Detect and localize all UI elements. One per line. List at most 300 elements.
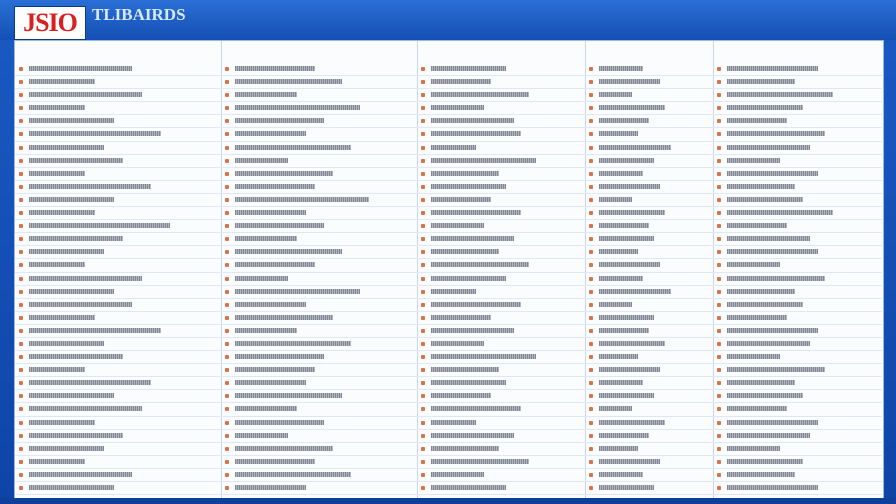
list-item	[585, 430, 713, 443]
bullet-icon	[717, 381, 721, 385]
illegible-text	[599, 406, 632, 411]
bullet-icon	[589, 159, 593, 163]
illegible-text	[431, 276, 506, 281]
bullet-icon	[421, 250, 425, 254]
illegible-text	[431, 341, 484, 346]
illegible-text	[599, 262, 660, 267]
bullet-icon	[19, 263, 23, 267]
illegible-text	[431, 367, 499, 372]
list-item	[713, 102, 882, 115]
list-item	[713, 128, 882, 141]
illegible-text	[29, 92, 142, 97]
bullet-icon	[225, 381, 229, 385]
illegible-text	[235, 354, 324, 359]
bullet-icon	[717, 211, 721, 215]
bullet-icon	[421, 473, 425, 477]
illegible-text	[431, 354, 536, 359]
bullet-icon	[717, 460, 721, 464]
illegible-text	[29, 276, 142, 281]
illegible-text	[727, 92, 833, 97]
illegible-text	[29, 131, 161, 136]
list-item	[585, 364, 713, 377]
list-item	[713, 403, 882, 416]
illegible-text	[431, 433, 514, 438]
row-list	[585, 63, 713, 499]
illegible-text	[599, 459, 660, 464]
illegible-text	[235, 79, 342, 84]
illegible-text	[727, 380, 795, 385]
list-item	[417, 128, 585, 141]
bullet-icon	[225, 93, 229, 97]
list-item	[417, 168, 585, 181]
list-item	[417, 63, 585, 76]
bullet-icon	[19, 185, 23, 189]
list-item	[417, 312, 585, 325]
list-item	[15, 207, 221, 220]
illegible-text	[29, 79, 95, 84]
illegible-text	[599, 171, 643, 176]
list-item	[15, 403, 221, 416]
bullet-icon	[421, 460, 425, 464]
list-item	[221, 351, 417, 364]
footer-strip	[0, 498, 896, 504]
list-item	[221, 207, 417, 220]
illegible-text	[235, 459, 315, 464]
list-item	[15, 286, 221, 299]
bullet-icon	[225, 211, 229, 215]
illegible-text	[235, 118, 324, 123]
list-item	[713, 246, 882, 259]
illegible-text	[599, 249, 638, 254]
list-item	[15, 351, 221, 364]
list-item	[417, 299, 585, 312]
list-item	[15, 482, 221, 495]
list-item	[713, 220, 882, 233]
bullet-icon	[225, 316, 229, 320]
illegible-text	[29, 380, 151, 385]
illegible-text	[29, 223, 170, 228]
bullet-icon	[717, 473, 721, 477]
bullet-icon	[589, 434, 593, 438]
bullet-icon	[225, 303, 229, 307]
illegible-text	[727, 262, 780, 267]
bullet-icon	[589, 290, 593, 294]
bullet-icon	[717, 368, 721, 372]
illegible-text	[727, 276, 825, 281]
list-item	[15, 233, 221, 246]
bullet-icon	[19, 394, 23, 398]
illegible-text	[727, 406, 787, 411]
list-item	[713, 377, 882, 390]
bullet-icon	[225, 407, 229, 411]
column-heading	[589, 45, 709, 55]
illegible-text	[29, 393, 114, 398]
illegible-text	[235, 341, 351, 346]
bullet-icon	[225, 172, 229, 176]
illegible-text	[29, 184, 151, 189]
illegible-text	[727, 158, 780, 163]
illegible-text	[29, 145, 104, 150]
illegible-text	[599, 131, 638, 136]
list-item	[417, 155, 585, 168]
list-item	[417, 259, 585, 272]
bullet-icon	[421, 237, 425, 241]
bullet-icon	[225, 198, 229, 202]
list-item	[15, 220, 221, 233]
list-item	[713, 168, 882, 181]
list-item	[221, 469, 417, 482]
list-item	[221, 168, 417, 181]
illegible-text	[235, 393, 342, 398]
bullet-icon	[421, 198, 425, 202]
list-item	[713, 299, 882, 312]
bullet-icon	[19, 80, 23, 84]
column-heading	[421, 45, 581, 55]
bullet-icon	[19, 316, 23, 320]
list-item	[221, 377, 417, 390]
bullet-icon	[717, 224, 721, 228]
bullet-icon	[717, 303, 721, 307]
list-item	[221, 115, 417, 128]
bullet-icon	[717, 342, 721, 346]
list-item	[585, 115, 713, 128]
list-item	[585, 482, 713, 495]
bullet-icon	[225, 185, 229, 189]
list-item	[417, 142, 585, 155]
list-item	[417, 273, 585, 286]
list-item	[221, 312, 417, 325]
list-item	[585, 233, 713, 246]
list-item	[713, 233, 882, 246]
illegible-text	[29, 459, 85, 464]
bullet-icon	[589, 486, 593, 490]
bullet-icon	[589, 224, 593, 228]
list-item	[15, 377, 221, 390]
list-item	[417, 207, 585, 220]
illegible-text	[29, 66, 132, 71]
illegible-text	[727, 249, 818, 254]
list-item	[417, 76, 585, 89]
bullet-icon	[421, 185, 425, 189]
list-item	[417, 364, 585, 377]
list-item	[221, 443, 417, 456]
bullet-icon	[421, 394, 425, 398]
illegible-text	[431, 171, 499, 176]
bullet-icon	[421, 421, 425, 425]
list-item	[417, 417, 585, 430]
illegible-text	[727, 367, 825, 372]
list-item	[713, 430, 882, 443]
list-item	[585, 194, 713, 207]
list-item	[713, 89, 882, 102]
bullet-icon	[225, 146, 229, 150]
bullet-icon	[225, 277, 229, 281]
illegible-text	[29, 315, 95, 320]
bullet-icon	[717, 67, 721, 71]
illegible-text	[727, 393, 803, 398]
bullet-icon	[225, 355, 229, 359]
list-item	[417, 469, 585, 482]
illegible-text	[235, 406, 297, 411]
bullet-icon	[19, 277, 23, 281]
illegible-text	[599, 236, 654, 241]
bullet-icon	[225, 368, 229, 372]
bullet-icon	[589, 277, 593, 281]
illegible-text	[599, 446, 638, 451]
illegible-text	[727, 420, 818, 425]
list-item	[713, 325, 882, 338]
illegible-text	[29, 367, 85, 372]
illegible-text	[29, 433, 123, 438]
bullet-icon	[589, 316, 593, 320]
bullet-icon	[225, 263, 229, 267]
list-item	[15, 299, 221, 312]
column-1	[15, 41, 222, 499]
illegible-text	[599, 158, 654, 163]
illegible-text	[727, 302, 803, 307]
bullet-icon	[421, 277, 425, 281]
illegible-text	[235, 315, 333, 320]
brand-logo: JSIO	[14, 6, 86, 40]
list-item	[417, 338, 585, 351]
illegible-text	[431, 184, 506, 189]
bullet-icon	[421, 159, 425, 163]
list-item	[713, 364, 882, 377]
bullet-icon	[717, 172, 721, 176]
column-5	[713, 41, 882, 499]
list-item	[417, 89, 585, 102]
illegible-text	[599, 66, 643, 71]
bullet-icon	[589, 460, 593, 464]
list-item	[417, 390, 585, 403]
list-item	[15, 181, 221, 194]
bullet-icon	[589, 303, 593, 307]
bullet-icon	[589, 198, 593, 202]
bullet-icon	[225, 421, 229, 425]
bullet-icon	[19, 447, 23, 451]
illegible-text	[431, 105, 484, 110]
illegible-text	[29, 406, 142, 411]
row-list	[15, 63, 221, 499]
illegible-text	[29, 197, 114, 202]
list-item	[585, 142, 713, 155]
illegible-text	[599, 341, 665, 346]
bullet-icon	[225, 342, 229, 346]
list-item	[417, 377, 585, 390]
list-item	[713, 286, 882, 299]
illegible-text	[235, 92, 297, 97]
illegible-text	[431, 223, 484, 228]
illegible-text	[431, 446, 499, 451]
list-item	[713, 443, 882, 456]
list-item	[713, 312, 882, 325]
row-list	[713, 63, 882, 499]
bullet-icon	[717, 198, 721, 202]
bullet-icon	[589, 381, 593, 385]
bullet-icon	[19, 159, 23, 163]
list-item	[15, 194, 221, 207]
list-item	[417, 430, 585, 443]
list-item	[417, 246, 585, 259]
list-item	[221, 128, 417, 141]
bullet-icon	[421, 224, 425, 228]
bullet-icon	[19, 486, 23, 490]
list-item	[713, 207, 882, 220]
illegible-text	[431, 92, 529, 97]
illegible-text	[599, 197, 632, 202]
list-item	[713, 338, 882, 351]
bullet-icon	[717, 434, 721, 438]
bullet-icon	[19, 119, 23, 123]
illegible-text	[727, 341, 810, 346]
illegible-text	[235, 145, 351, 150]
bullet-icon	[589, 355, 593, 359]
bullet-icon	[589, 342, 593, 346]
illegible-text	[727, 328, 818, 333]
list-item	[15, 76, 221, 89]
bullet-icon	[19, 303, 23, 307]
illegible-text	[599, 393, 654, 398]
list-item	[713, 63, 882, 76]
list-item	[585, 155, 713, 168]
illegible-text	[235, 485, 306, 490]
list-item	[585, 377, 713, 390]
list-item	[15, 89, 221, 102]
list-item	[585, 443, 713, 456]
bullet-icon	[589, 211, 593, 215]
bullet-icon	[421, 211, 425, 215]
list-item	[585, 63, 713, 76]
bullet-icon	[225, 250, 229, 254]
illegible-text	[727, 315, 787, 320]
list-item	[417, 482, 585, 495]
list-item	[15, 155, 221, 168]
illegible-text	[431, 485, 506, 490]
bullet-icon	[19, 237, 23, 241]
bullet-icon	[421, 119, 425, 123]
illegible-text	[599, 367, 660, 372]
list-item	[221, 364, 417, 377]
list-item	[221, 482, 417, 495]
list-item	[585, 181, 713, 194]
bullet-icon	[589, 263, 593, 267]
illegible-text	[235, 171, 333, 176]
list-item	[713, 469, 882, 482]
bullet-icon	[717, 394, 721, 398]
bullet-icon	[717, 447, 721, 451]
list-item	[713, 181, 882, 194]
illegible-text	[235, 210, 306, 215]
bullet-icon	[225, 67, 229, 71]
illegible-text	[29, 289, 114, 294]
bullet-icon	[225, 394, 229, 398]
list-item	[585, 273, 713, 286]
bullet-icon	[421, 368, 425, 372]
bullet-icon	[19, 250, 23, 254]
illegible-text	[599, 118, 649, 123]
bullet-icon	[421, 316, 425, 320]
list-item	[417, 325, 585, 338]
list-item	[585, 456, 713, 469]
list-item	[713, 482, 882, 495]
illegible-text	[599, 485, 654, 490]
illegible-text	[235, 131, 306, 136]
list-item	[585, 76, 713, 89]
bullet-icon	[589, 407, 593, 411]
bullet-icon	[421, 329, 425, 333]
illegible-text	[727, 145, 810, 150]
illegible-text	[599, 328, 649, 333]
illegible-text	[29, 354, 123, 359]
page-title: TLIBAIRDS	[92, 5, 186, 24]
bullet-icon	[421, 106, 425, 110]
list-item	[15, 456, 221, 469]
listing-sheet	[14, 40, 884, 500]
illegible-text	[235, 446, 333, 451]
bullet-icon	[589, 80, 593, 84]
illegible-text	[235, 158, 288, 163]
illegible-text	[235, 105, 360, 110]
list-item	[15, 115, 221, 128]
bullet-icon	[589, 106, 593, 110]
illegible-text	[431, 315, 491, 320]
illegible-text	[29, 210, 95, 215]
bullet-icon	[19, 106, 23, 110]
row-list	[417, 63, 585, 499]
illegible-text	[599, 315, 654, 320]
list-item	[417, 102, 585, 115]
illegible-text	[431, 393, 491, 398]
bullet-icon	[717, 316, 721, 320]
bullet-icon	[19, 93, 23, 97]
list-item	[585, 417, 713, 430]
list-item	[15, 338, 221, 351]
list-item	[15, 430, 221, 443]
bullet-icon	[589, 421, 593, 425]
bullet-icon	[19, 473, 23, 477]
list-item	[417, 233, 585, 246]
illegible-text	[727, 236, 810, 241]
illegible-text	[599, 433, 649, 438]
list-item	[221, 102, 417, 115]
illegible-text	[431, 262, 529, 267]
bullet-icon	[19, 67, 23, 71]
bullet-icon	[421, 93, 425, 97]
bullet-icon	[225, 132, 229, 136]
list-item	[15, 142, 221, 155]
illegible-text	[727, 485, 818, 490]
illegible-text	[599, 289, 671, 294]
list-item	[713, 155, 882, 168]
list-item	[417, 403, 585, 416]
illegible-text	[235, 328, 297, 333]
list-item	[585, 259, 713, 272]
illegible-text	[29, 302, 132, 307]
list-item	[713, 76, 882, 89]
list-item	[221, 63, 417, 76]
bullet-icon	[589, 185, 593, 189]
list-item	[221, 286, 417, 299]
list-item	[15, 364, 221, 377]
bullet-icon	[225, 224, 229, 228]
bullet-icon	[225, 473, 229, 477]
bullet-icon	[589, 119, 593, 123]
bullet-icon	[421, 407, 425, 411]
bullet-icon	[19, 421, 23, 425]
list-item	[417, 351, 585, 364]
illegible-text	[431, 197, 491, 202]
illegible-text	[431, 118, 514, 123]
